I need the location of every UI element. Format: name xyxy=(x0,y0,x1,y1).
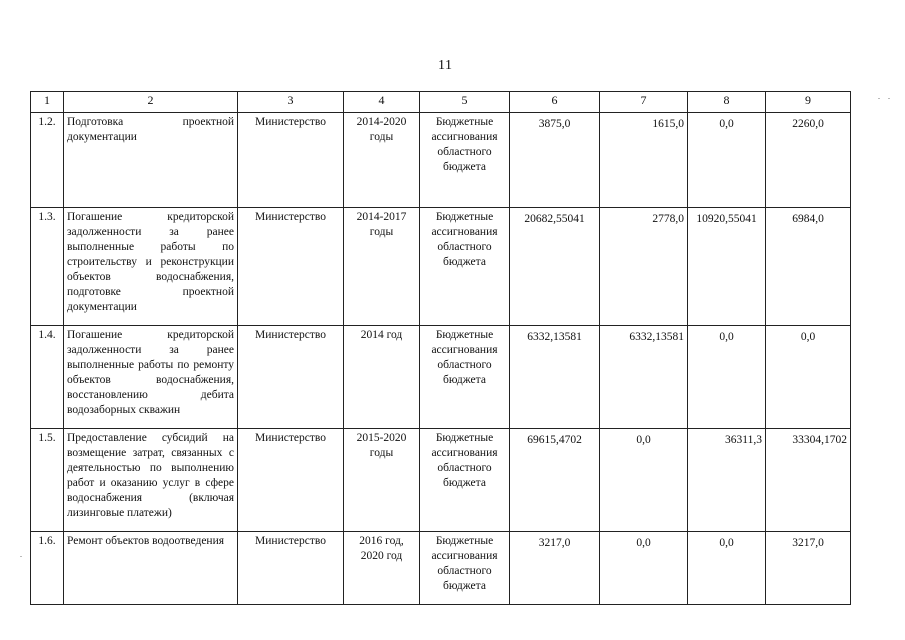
value-col-7: 0,0 xyxy=(600,532,688,605)
term: 2014 год xyxy=(344,326,420,429)
value-col-7: 2778,0 xyxy=(600,208,688,326)
row-number: 1.4. xyxy=(31,326,64,429)
scan-speck xyxy=(888,98,890,99)
executor: Министерство xyxy=(238,429,344,532)
scan-speck xyxy=(20,556,22,557)
measure-name: Погашение кредиторской задолженности за ранее выполненные работы по ремонту объектов водоснабжения, восстановлению дебита водозаборных скважин xyxy=(64,326,238,429)
funding-source: Бюджетные ассигнования областного бюджета xyxy=(420,429,510,532)
table-row xyxy=(31,429,851,532)
header-col-4: 4 xyxy=(344,92,420,113)
header-col-8: 8 xyxy=(688,92,766,113)
header-col-3: 3 xyxy=(238,92,344,113)
value-col-8: 0,0 xyxy=(688,532,766,605)
total-value: 3875,0 xyxy=(510,113,600,208)
header-row xyxy=(31,92,851,113)
total-value: 20682,55041 xyxy=(510,208,600,326)
header-col-7: 7 xyxy=(600,92,688,113)
measure-name: Предоставление субсидий на возмещение затрат, связанных с деятельностью по выполнению работ и оказанию услуг в сфере водоснабжения (включая лизинговые платежи) xyxy=(64,429,238,532)
row-number: 1.5. xyxy=(31,429,64,532)
value-col-9: 2260,0 xyxy=(766,113,851,208)
value-col-9: 0,0 xyxy=(766,326,851,429)
row-number: 1.6. xyxy=(31,532,64,605)
budget-table xyxy=(30,91,851,605)
measure-name: Подготовка проектной документации xyxy=(64,113,238,208)
table-row xyxy=(31,113,851,208)
table-row xyxy=(31,532,851,605)
value-col-9: 3217,0 xyxy=(766,532,851,605)
total-value: 6332,13581 xyxy=(510,326,600,429)
header-col-5: 5 xyxy=(420,92,510,113)
executor: Министерство xyxy=(238,532,344,605)
funding-source: Бюджетные ассигнования областного бюджета xyxy=(420,326,510,429)
executor: Министерство xyxy=(238,326,344,429)
term: 2014-2017 годы xyxy=(344,208,420,326)
row-number: 1.3. xyxy=(31,208,64,326)
funding-source: Бюджетные ассигнования областного бюджета xyxy=(420,113,510,208)
value-col-7: 0,0 xyxy=(600,429,688,532)
total-value: 3217,0 xyxy=(510,532,600,605)
term: 2015-2020 годы xyxy=(344,429,420,532)
table-row xyxy=(31,326,851,429)
header-col-1: 1 xyxy=(31,92,64,113)
funding-source: Бюджетные ассигнования областного бюджета xyxy=(420,532,510,605)
term: 2016 год, 2020 год xyxy=(344,532,420,605)
value-col-9: 33304,1702 xyxy=(766,429,851,532)
scan-speck xyxy=(878,98,880,99)
header-col-2: 2 xyxy=(64,92,238,113)
page-number: 11 xyxy=(438,58,453,73)
measure-name: Ремонт объектов водоотведения xyxy=(64,532,238,605)
value-col-8: 0,0 xyxy=(688,113,766,208)
funding-source: Бюджетные ассигнования областного бюджета xyxy=(420,208,510,326)
value-col-7: 1615,0 xyxy=(600,113,688,208)
value-col-8: 0,0 xyxy=(688,326,766,429)
value-col-8: 36311,3 xyxy=(688,429,766,532)
total-value: 69615,4702 xyxy=(510,429,600,532)
executor: Министерство xyxy=(238,208,344,326)
value-col-9: 6984,0 xyxy=(766,208,851,326)
header-col-9: 9 xyxy=(766,92,851,113)
table-row xyxy=(31,208,851,326)
row-number: 1.2. xyxy=(31,113,64,208)
value-col-7: 6332,13581 xyxy=(600,326,688,429)
term: 2014-2020 годы xyxy=(344,113,420,208)
header-col-6: 6 xyxy=(510,92,600,113)
value-col-8: 10920,55041 xyxy=(688,208,766,326)
measure-name: Погашение кредиторской задолженности за ранее выполненные работы по строительству и реконструкции объектов водоснабжения, подготовке проектной документации xyxy=(64,208,238,326)
executor: Министерство xyxy=(238,113,344,208)
